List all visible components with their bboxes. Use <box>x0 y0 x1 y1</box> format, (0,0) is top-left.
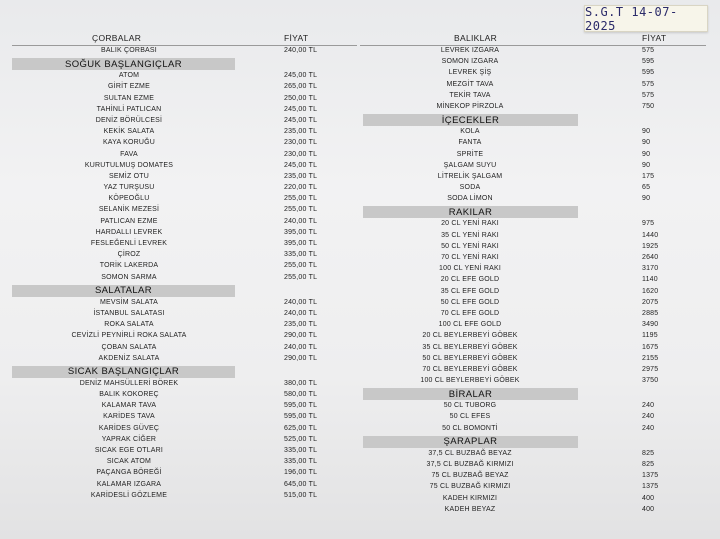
menu-item-name: 35 CL BEYLERBEYİ GÖBEK <box>422 343 518 351</box>
date-stamp: S.G.T 14-07-2025 <box>584 5 708 32</box>
menu-item-name: HARDALLI LEVREK <box>95 228 163 236</box>
menu-item-price: 250,00 TL <box>284 94 318 102</box>
menu-item-price: 90 <box>642 195 651 203</box>
menu-item-name: 35 CL YENİ RAKI <box>441 231 499 239</box>
menu-item-price: 90 <box>642 128 651 136</box>
section-header: SOĞUK BAŞLANGIÇLAR <box>12 58 235 70</box>
menu-item-name: ÇOBAN SALATA <box>101 343 157 351</box>
menu-item-price: 235,00 TL <box>284 172 318 180</box>
menu-item-name: KARİDES GÜVEÇ <box>98 424 160 432</box>
menu-item-name: FESLEĞENLİ LEVREK <box>90 240 168 247</box>
menu-item-name: KURUTULMUŞ DOMATES <box>84 161 174 169</box>
menu-item-price: 90 <box>642 139 651 147</box>
menu-item-row <box>360 505 706 516</box>
menu-item-price: 1140 <box>642 276 658 284</box>
menu-item-name: 20 CL BEYLERBEYİ GÖBEK <box>422 332 518 340</box>
menu-item-price: 1925 <box>642 242 659 250</box>
menu-item-price: 90 <box>642 150 651 158</box>
right-header <box>360 33 706 46</box>
menu-item-row <box>360 343 706 354</box>
menu-item-name: KALAMAR IZGARA <box>96 480 162 488</box>
menu-item-row <box>12 239 357 250</box>
menu-item-name: 70 CL BEYLERBEYİ GÖBEK <box>422 365 518 373</box>
menu-item-price: 1375 <box>642 483 659 491</box>
menu-item-price: 575 <box>642 91 655 99</box>
menu-item-name: 37,5 CL BUZBAĞ KIRMIZI <box>426 461 514 468</box>
menu-item-price: 825 <box>642 449 655 457</box>
menu-item-name: TORİK LAKERDA <box>99 262 159 270</box>
menu-item-price: 255,00 TL <box>284 206 318 214</box>
menu-item-row <box>12 183 357 194</box>
menu-item-row <box>12 205 357 216</box>
menu-item-name: YAPRAK CİĞER <box>101 435 157 443</box>
menu-item-name: 100 CL YENİ RAKI <box>439 265 501 273</box>
menu-item-price: 245,00 TL <box>284 72 318 80</box>
menu-item-row <box>12 116 357 127</box>
menu-item-name: AKDENİZ SALATA <box>98 354 160 362</box>
menu-item-name: SULTAN EZME <box>103 94 155 102</box>
menu-item-row <box>12 457 357 468</box>
menu-item-row <box>12 424 357 435</box>
menu-item-row <box>12 343 357 354</box>
menu-item-price: 90 <box>642 161 651 169</box>
menu-item-row <box>360 354 706 365</box>
menu-item-price: 3490 <box>642 321 659 329</box>
menu-item-row <box>360 231 706 242</box>
section-header: RAKILAR <box>363 206 578 218</box>
menu-item-name: SOMON SARMA <box>101 273 157 281</box>
menu-item-name: 50 CL BOMONTİ <box>442 424 498 432</box>
menu-item-price: 255,00 TL <box>284 195 318 203</box>
menu-item-price: 575 <box>642 80 655 88</box>
menu-item-row <box>360 46 706 57</box>
menu-item-row <box>360 253 706 264</box>
menu-item-row <box>360 102 706 113</box>
menu-item-price: 196,00 TL <box>284 469 318 477</box>
menu-item-price: 580,00 TL <box>284 391 318 399</box>
menu-item-name: MİNEKOP PİRZOLA <box>436 102 504 110</box>
menu-item-row <box>12 412 357 423</box>
menu-item-name: BALIK KOKOREÇ <box>99 391 159 399</box>
menu-item-price: 240,00 TL <box>284 343 318 351</box>
menu-item-price: 1675 <box>642 343 659 351</box>
menu-item-name: SELANİK MEZESİ <box>98 206 160 214</box>
menu-item-name: ŞALGAM SUYU <box>443 161 497 169</box>
menu-item-price: 265,00 TL <box>284 83 318 91</box>
menu-item-price: 525,00 TL <box>284 435 318 443</box>
menu-item-price: 240,00 TL <box>284 309 318 317</box>
menu-item-name: ATOM <box>118 72 140 80</box>
menu-item-price: 335,00 TL <box>284 458 318 466</box>
menu-item-name: 100 CL BEYLERBEYİ GÖBEK <box>420 377 520 385</box>
menu-item-price: 975 <box>642 220 655 228</box>
menu-item-price: 175 <box>642 172 655 180</box>
menu-item-row <box>12 331 357 342</box>
menu-item-name: MEVSİM SALATA <box>100 298 158 306</box>
menu-item-name: DENİZ MAHSÜLLERİ BÖREK <box>79 379 179 387</box>
menu-item-price: 235,00 TL <box>284 128 318 136</box>
menu-item-price: 240,00 TL <box>284 47 318 54</box>
menu-item-name: KARİDES TAVA <box>103 413 155 421</box>
menu-item-name: ROKA SALATA <box>104 321 154 329</box>
menu-item-price: 240,00 TL <box>284 298 318 306</box>
menu-item-price: 1440 <box>642 231 659 239</box>
menu-item-name: SEMİZ OTU <box>109 172 149 180</box>
menu-item-name: KEKİK SALATA <box>103 128 155 136</box>
menu-item-price: 240,00 TL <box>284 217 318 225</box>
menu-item-row <box>360 401 706 412</box>
menu-item-row <box>360 471 706 482</box>
menu-item-name: MEZGİT TAVA <box>446 80 494 88</box>
menu-item-price: 230,00 TL <box>284 139 318 147</box>
menu-item-row <box>12 379 357 390</box>
menu-item-price: 2975 <box>642 365 659 373</box>
menu-item-name: 70 CL EFE GOLD <box>440 309 500 317</box>
menu-item-name: KARİDESLİ GÖZLEME <box>90 491 168 499</box>
menu-item-price: 595,00 TL <box>284 402 318 410</box>
menu-item-name: 50 CL TUBORG <box>443 402 497 410</box>
menu-item-row <box>360 138 706 149</box>
menu-item-row <box>12 446 357 457</box>
menu-item-name: DENİZ BÖRÜLCESİ <box>95 116 163 124</box>
menu-item-name: 37,5 CL BUZBAĞ BEYAZ <box>428 449 512 457</box>
menu-item-price: 290,00 TL <box>284 332 318 340</box>
menu-item-name: 35 CL EFE GOLD <box>440 287 500 295</box>
menu-item-price: 245,00 TL <box>284 161 318 169</box>
menu-item-name: 70 CL YENİ RAKI <box>441 254 499 261</box>
menu-item-price: 400 <box>642 494 655 502</box>
menu-item-name: KÖPEOĞLU <box>108 195 150 203</box>
menu-item-price: 625,00 TL <box>284 424 318 432</box>
menu-item-name: KALAMAR TAVA <box>101 402 157 410</box>
menu-item-name: LİTRELİK ŞALGAM <box>437 172 503 180</box>
menu-item-price: 595 <box>642 69 655 77</box>
menu-item-price: 2640 <box>642 254 659 261</box>
menu-item-name: 75 CL BUZBAĞ BEYAZ <box>431 472 509 480</box>
menu-item-name: KADEH KIRMIZI <box>442 494 498 502</box>
menu-item-name: KOLA <box>460 128 480 136</box>
left-header-price: FİYAT <box>284 33 309 43</box>
menu-item-price: 2155 <box>642 354 659 362</box>
menu-item-row <box>360 127 706 138</box>
menu-item-price: 395,00 TL <box>284 228 318 236</box>
menu-item-price: 240 <box>642 402 655 410</box>
section-header: BİRALAR <box>363 388 578 400</box>
menu-item-row <box>12 228 357 239</box>
menu-item-name: SICAK EGE OTLARI <box>94 447 164 454</box>
menu-item-row <box>12 138 357 149</box>
menu-item-price: 575 <box>642 47 655 54</box>
menu-item-row <box>360 68 706 79</box>
menu-item-row <box>360 242 706 253</box>
menu-item-row <box>12 309 357 320</box>
menu-item-name: LEVREK ŞİŞ <box>448 69 492 77</box>
menu-item-name: 50 CL BEYLERBEYİ GÖBEK <box>422 354 518 362</box>
menu-item-row <box>360 449 706 460</box>
menu-item-name: CEVİZLİ PEYNİRLİ ROKA SALATA <box>71 332 187 340</box>
menu-item-row <box>360 57 706 68</box>
menu-item-row <box>360 298 706 309</box>
menu-item-name: TAHİNLİ PATLICAN <box>96 105 162 113</box>
menu-item-row <box>12 320 357 331</box>
menu-item-price: 290,00 TL <box>284 354 318 362</box>
menu-item-row <box>360 309 706 320</box>
menu-item-row <box>12 273 357 284</box>
menu-item-row <box>360 365 706 376</box>
menu-item-row <box>360 460 706 471</box>
menu-item-price: 595 <box>642 58 655 66</box>
menu-item-row <box>360 494 706 505</box>
menu-item-price: 220,00 TL <box>284 184 318 192</box>
menu-item-row <box>360 275 706 286</box>
left-column <box>12 33 357 502</box>
menu-item-name: YAZ TURŞUSU <box>103 184 155 192</box>
menu-item-row <box>12 161 357 172</box>
menu-item-row <box>12 194 357 205</box>
right-header-price: FİYAT <box>642 33 667 43</box>
menu-item-row <box>12 401 357 412</box>
menu-item-price: 3750 <box>642 377 659 385</box>
menu-item-row <box>360 331 706 342</box>
menu-item-row <box>360 482 706 493</box>
menu-item-row <box>360 183 706 194</box>
menu-item-price: 515,00 TL <box>284 491 318 499</box>
menu-item-name: LEVREK IZGARA <box>440 47 500 54</box>
menu-item-row <box>360 412 706 423</box>
menu-item-name: 20 CL EFE GOLD <box>440 276 500 284</box>
menu-item-name: KAYA KORUĞU <box>102 139 156 147</box>
menu-item-name: 20 CL YENİ RAKI <box>441 220 499 228</box>
menu-item-row <box>360 150 706 161</box>
menu-item-name: SOMON IZGARA <box>441 58 499 66</box>
menu-item-row <box>360 287 706 298</box>
menu-item-row <box>360 376 706 387</box>
section-header: SICAK BAŞLANGIÇLAR <box>12 366 235 378</box>
menu-item-price: 1620 <box>642 287 659 295</box>
menu-item-name: 75 CL BUZBAĞ KIRMIZI <box>429 483 511 491</box>
menu-item-price: 255,00 TL <box>284 273 318 281</box>
menu-item-row <box>12 217 357 228</box>
menu-item-row <box>360 80 706 91</box>
menu-item-price: 255,00 TL <box>284 262 318 270</box>
menu-item-row <box>12 435 357 446</box>
menu-item-price: 750 <box>642 102 655 110</box>
menu-item-name: FANTA <box>458 139 482 147</box>
menu-item-row <box>12 468 357 479</box>
right-column <box>360 33 706 516</box>
menu-item-name: PATLICAN EZME <box>100 217 158 225</box>
menu-item-price: 1195 <box>642 332 658 340</box>
right-header-name: BALIKLAR <box>454 33 498 43</box>
menu-item-row <box>12 250 357 261</box>
menu-item-name: 100 CL EFE GOLD <box>438 321 502 329</box>
menu-item-name: FAVA <box>120 150 138 158</box>
menu-item-name: KADEH BEYAZ <box>444 505 496 513</box>
menu-item-price: 2075 <box>642 298 659 306</box>
menu-item-name: İSTANBUL SALATASI <box>93 309 165 317</box>
menu-item-price: 395,00 TL <box>284 240 318 247</box>
menu-item-name: SICAK ATOM <box>106 458 152 466</box>
menu-item-row <box>12 127 357 138</box>
menu-item-price: 240 <box>642 424 655 432</box>
menu-item-row <box>12 390 357 401</box>
menu-item-name: ÇİROZ <box>117 251 141 259</box>
menu-item-row <box>12 354 357 365</box>
section-header: ŞARAPLAR <box>363 436 578 448</box>
menu-item-row <box>12 491 357 502</box>
menu-item-row <box>360 91 706 102</box>
menu-item-row <box>360 219 706 230</box>
menu-item-name: SPRİTE <box>456 150 484 158</box>
menu-item-price: 380,00 TL <box>284 379 318 387</box>
menu-item-price: 645,00 TL <box>284 480 318 488</box>
menu-item-name: PAÇANGA BÖREĞİ <box>96 469 162 477</box>
menu-item-price: 335,00 TL <box>284 447 318 454</box>
menu-item-price: 230,00 TL <box>284 150 318 158</box>
menu-item-name: 50 CL EFE GOLD <box>440 298 500 306</box>
menu-item-row <box>12 46 357 57</box>
menu-item-row <box>12 480 357 491</box>
menu-item-row <box>360 320 706 331</box>
left-header <box>12 33 357 46</box>
menu-item-row <box>12 82 357 93</box>
menu-item-row <box>12 298 357 309</box>
menu-item-row <box>12 105 357 116</box>
menu-item-price: 3170 <box>642 265 659 273</box>
menu-item-row <box>360 172 706 183</box>
menu-item-price: 240 <box>642 413 655 421</box>
menu-item-price: 2885 <box>642 309 659 317</box>
menu-item-row <box>360 194 706 205</box>
menu-item-price: 400 <box>642 505 655 513</box>
menu-item-name: SODA LİMON <box>447 195 493 203</box>
menu-item-row <box>12 71 357 82</box>
menu-item-price: 245,00 TL <box>284 116 318 124</box>
menu-item-price: 595,00 TL <box>284 413 318 421</box>
menu-item-row <box>12 261 357 272</box>
menu-item-name: TEKİR TAVA <box>449 91 491 99</box>
section-header: SALATALAR <box>12 285 235 297</box>
left-header-name: ÇORBALAR <box>92 33 142 43</box>
menu-item-price: 335,00 TL <box>284 251 318 259</box>
menu-item-row <box>360 161 706 172</box>
menu-item-price: 245,00 TL <box>284 105 318 113</box>
menu-item-name: 50 CL YENİ RAKI <box>441 242 499 250</box>
menu-item-name: 50 CL EFES <box>449 413 491 421</box>
menu-item-row <box>12 172 357 183</box>
menu-item-price: 1375 <box>642 472 659 480</box>
menu-item-name: BALIK ÇORBASI <box>101 47 157 54</box>
menu-item-price: 235,00 TL <box>284 321 318 329</box>
menu-item-row <box>12 150 357 161</box>
menu-item-row <box>360 424 706 435</box>
menu-item-name: GİRİT EZME <box>108 83 150 91</box>
menu-item-price: 65 <box>642 184 651 192</box>
menu-item-name: SODA <box>459 184 481 192</box>
menu-item-row <box>12 94 357 105</box>
menu-item-price: 825 <box>642 461 655 468</box>
menu-item-row <box>360 264 706 275</box>
section-header: İÇECEKLER <box>363 114 578 126</box>
